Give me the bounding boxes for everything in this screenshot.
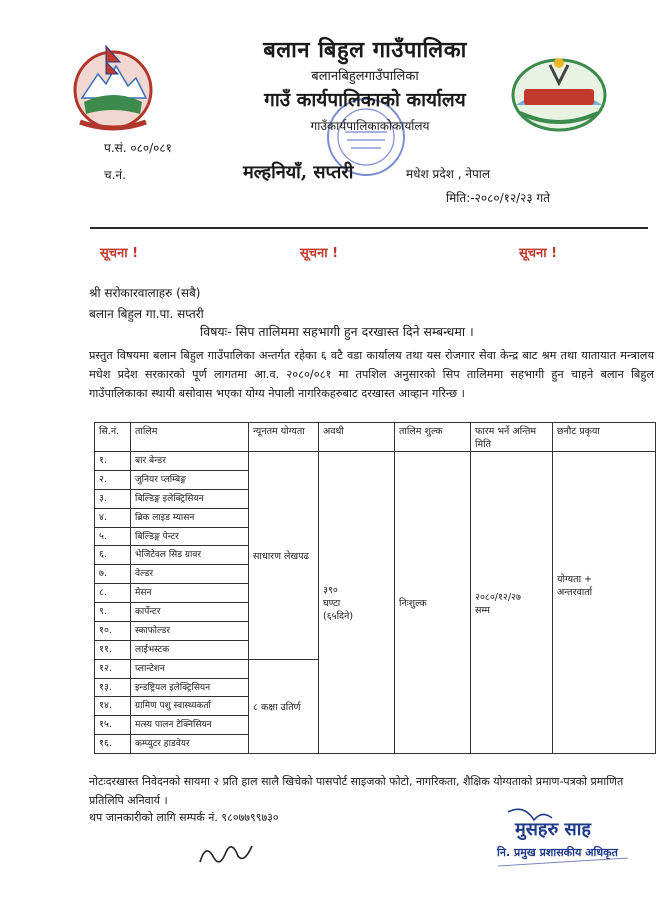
dispatch-number: च.नं.	[104, 168, 126, 182]
office-title: गाउँ कार्यपालिकाको कार्यालय	[264, 89, 466, 111]
requirements-note: नोटःदरखास्त निवेदनको सायमा २ प्रति हाल सालै खिचेको पासपोर्ट साइजको फोटो, नागरिकता, शैक्षिक योग्यताको प्रमाण-पत्रको प्रमाणित प्रतिलिपि अनिवार्य ।	[89, 775, 624, 807]
office-location: मल्हनियाँ, सप्तरी	[243, 162, 354, 183]
office-name-sub: बलानबिहुलगाउँपालिका	[311, 69, 419, 84]
serial-number: १.	[95, 452, 131, 471]
training-name: बार बेन्डर	[131, 452, 249, 471]
notice-tag: सूचना !	[100, 246, 139, 261]
table-header-row	[95, 423, 656, 452]
selection-process	[553, 452, 656, 754]
serial-number: १५.	[95, 716, 131, 735]
serial-number: ७.	[95, 565, 131, 584]
serial-number: १२.	[95, 659, 131, 678]
reference-number: प.सं. ०८०/०८१	[104, 141, 172, 155]
table-row	[95, 452, 656, 471]
header-divider	[90, 227, 648, 229]
column-header: सि.नं.	[95, 423, 131, 452]
contact-info: थप जानकारीको लागि सम्पर्क नं. ९८०७७९९७३०	[89, 811, 279, 824]
training-name: ब्रिक लाइड म्यासन	[131, 508, 249, 527]
min-qualification: साधारण लेखपढ	[249, 452, 319, 660]
addressee-line: श्री सरोकारवालाहरु (सबै)	[89, 286, 201, 300]
duration-unit: घण्टा	[323, 598, 341, 609]
serial-number: १६.	[95, 735, 131, 754]
selection-line-2: अन्तरवार्ता	[557, 587, 593, 598]
column-header: छनौट प्रकृया	[553, 423, 656, 452]
training-name: कार्पेन्टर	[131, 603, 249, 622]
selection-line-1: योग्यता +	[557, 574, 593, 585]
training-table	[94, 422, 656, 754]
column-header: तालिम शुल्क	[395, 423, 471, 452]
duration-days: (६५दिने)	[323, 611, 354, 622]
training-name: प्लान्टेशन	[131, 659, 249, 678]
training-name: कम्प्युटर हाडवेयर	[131, 735, 249, 754]
notice-tag: सूचना !	[519, 246, 558, 261]
training-name: मत्स्य पालन टेक्निसियन	[131, 716, 249, 735]
serial-number: ३.	[95, 489, 131, 508]
addressee-line: बलान बिहुल गा.पा. सप्तरी	[89, 307, 204, 321]
deadline-suffix: सम्म	[475, 604, 490, 616]
training-name: जुनियर प्लम्बिङ्ग	[131, 470, 249, 489]
training-fee: निःशुल्क	[395, 452, 471, 754]
column-header: तालिम	[131, 423, 249, 452]
notice-tag: सूचना !	[300, 246, 339, 261]
column-header: अवधी	[319, 423, 395, 452]
serial-number: २.	[95, 470, 131, 489]
training-name: ग्रामिण पशु स्वास्थ्यकर्ता	[131, 697, 249, 716]
serial-number: ४.	[95, 508, 131, 527]
training-name: भेजिटेवल सिड ग्रावर	[131, 546, 249, 565]
training-name: बिल्डिङ्ग इलेक्ट्रिसियन	[131, 489, 249, 508]
deadline	[471, 452, 553, 754]
deadline-date: २०८०/१२/२७	[475, 591, 521, 603]
letter-body: प्रस्तुत विषयमा बलान बिहुल गाउँपालिका अन्तर्गत रहेका ६ वटै वडा कार्यालय तथा यस रोजगार सेवा केन्द्र बाट श्रम तथा यातायात मन्त्रालय मधेश प्रदेश सरकारको पूर्ण लागतमा आ.व. २०८०/०८१ मा तपशिल अनुसारको सिप तालिममा सहभागी हुन चाहने बलान बिहुल गाउँपालिकाका स्थायी बसोवास भएका योग्य नेपाली नागरिकहरुबाट दरखास्त आव्हान गरिन्छ ।	[89, 349, 654, 400]
min-qualification: ८ कक्षा उतिर्ण	[249, 659, 319, 753]
handwritten-signature	[196, 838, 256, 868]
nepal-emblem-logo	[70, 40, 156, 136]
training-name: मेसन	[131, 584, 249, 603]
duration-hours: ३९०	[323, 585, 338, 596]
serial-number: ६.	[95, 546, 131, 565]
pm-employment-programme-logo	[510, 55, 608, 133]
training-name: इन्डष्ट्रियल इलेक्ट्रिसियन	[131, 678, 249, 697]
training-name: वेल्डर	[131, 565, 249, 584]
office-name: बलान बिहुल गाउँपालिका	[263, 37, 467, 63]
serial-number: ५.	[95, 527, 131, 546]
province: मधेश प्रदेश , नेपाल	[406, 167, 491, 181]
serial-number: ८.	[95, 584, 131, 603]
column-header: न्यूनतम योग्यता	[249, 423, 319, 452]
office-title-sub: गाउँकार्यपालिकाकोकार्यालय	[310, 119, 430, 133]
training-name: बिल्डिङ्ग पेन्टर	[131, 527, 249, 546]
letter-subject: विषयः- सिप तालिममा सहभागी हुन दरखास्त दिने सम्बन्धमा ।	[200, 324, 474, 339]
serial-number: ११.	[95, 640, 131, 659]
issue-date: मिति:-२०८०/१२/२३ गते	[446, 191, 551, 205]
serial-number: १४.	[95, 697, 131, 716]
serial-number: १३.	[95, 678, 131, 697]
serial-number: ९.	[95, 603, 131, 622]
training-name: स्काफोल्डर	[131, 621, 249, 640]
signatory-name: मुसहरु साह	[515, 819, 591, 840]
signatory-title: नि. प्रमुख प्रशासकीय अधिकृत	[497, 846, 618, 859]
column-header: फारम भर्ने अन्तिम मिति	[471, 423, 553, 452]
training-name: लाईभस्टक	[131, 640, 249, 659]
duration	[319, 452, 395, 754]
serial-number: १०.	[95, 621, 131, 640]
